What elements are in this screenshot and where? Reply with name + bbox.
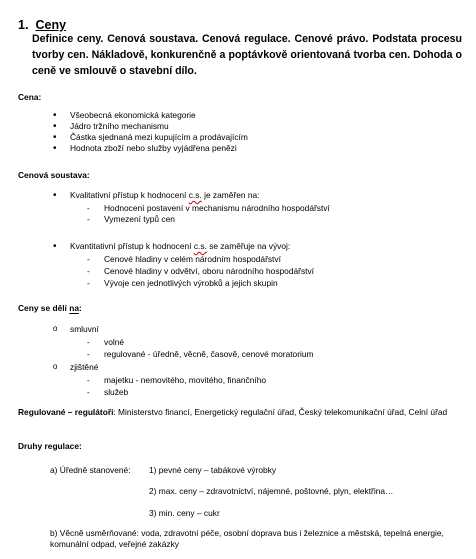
druhy-heading: Druhy regulace: — [18, 441, 82, 451]
section-heading — [18, 18, 66, 32]
kvalitativni-subitem: - Hodnocení postavení v mechanismu národního hospodářství — [104, 203, 330, 214]
kvantitativni-subitem: - Cenové hladiny v odvětví, oboru národního hospodářství — [104, 266, 314, 277]
zjistene-item: o zjištěné — [70, 362, 98, 373]
cena-item: • Částka sjednaná mezi kupujícím a prodávajícím — [70, 132, 248, 143]
zjistene-subitem: - služeb — [104, 387, 128, 398]
kvalitativni-subitem: - Vymezení typů cen — [104, 214, 175, 225]
kvantitativni-subitem: - Vývoje cen jednotlivých výrobků a jejich skupin — [104, 278, 278, 289]
uredne-label: a) Úředně stanovené: — [50, 465, 131, 475]
cena-item: • Jádro tržního mechanismu — [70, 121, 169, 132]
zjistene-subitem: - majetku - nemovitého, movitého, finančního — [104, 375, 266, 386]
deleni-heading: Ceny se dělí na: — [18, 303, 82, 313]
regulatori-label: Regulované – regulátoři — [18, 407, 114, 417]
vecne-paragraph: b) Věcně usměrňované: voda, zdravotní péče, osobní doprava bus i železnice a městská, tepelná energie, komunální odpad, veřejné zakázky — [50, 528, 444, 549]
smluvni-subitem: - volné — [104, 337, 124, 348]
uredne-item: 1) pevné ceny – tabákové výrobky — [149, 465, 277, 475]
kvantitativni-subitem: - Cenové hladiny v celém národním hospodářství — [104, 254, 281, 265]
smluvni-subitem: - regulované - úředně, věcně, časově, cenové moratorium — [104, 349, 314, 360]
uredne-item: 3) min. ceny – cukr — [149, 508, 220, 518]
regulatori-paragraph: Regulované – regulátoři: Ministerstvo financí, Energetický regulační úřad, Český telekomunikační úřad, Celní úřad — [18, 407, 448, 417]
uredne-item: 2) max. ceny – zdravotnictví, nájemné, poštovné, plyn, elektřina… — [149, 486, 394, 496]
cena-heading: Cena: — [18, 92, 42, 102]
smluvni-item: o smluvní — [70, 324, 99, 335]
soustava-heading: Cenová soustava: — [18, 170, 90, 180]
cena-item: • Hodnota zboží nebo služby vyjádřena penězi — [70, 143, 237, 154]
kvalitativni-item: • Kvalitativní přístup k hodnocení c.s. je zaměřen na: — [70, 190, 259, 201]
intro-paragraph: Definice ceny. Cenová soustava. Cenová regulace. Cenové právo. Podstata procesu tvorby cen. Nákladově, konkurenčně a poptávkově orientovaná tvorba cen. Dohoda o ceně ve smlouvě o stavební dílo. — [32, 33, 462, 77]
section-number: 1. — [18, 18, 29, 32]
cena-item: • Všeobecná ekonomická kategorie — [70, 110, 196, 121]
kvantitativni-item: • Kvantitativní přístup k hodnocení c.s. se zaměřuje na vývoj: — [70, 241, 290, 252]
section-title: Ceny — [35, 18, 67, 32]
